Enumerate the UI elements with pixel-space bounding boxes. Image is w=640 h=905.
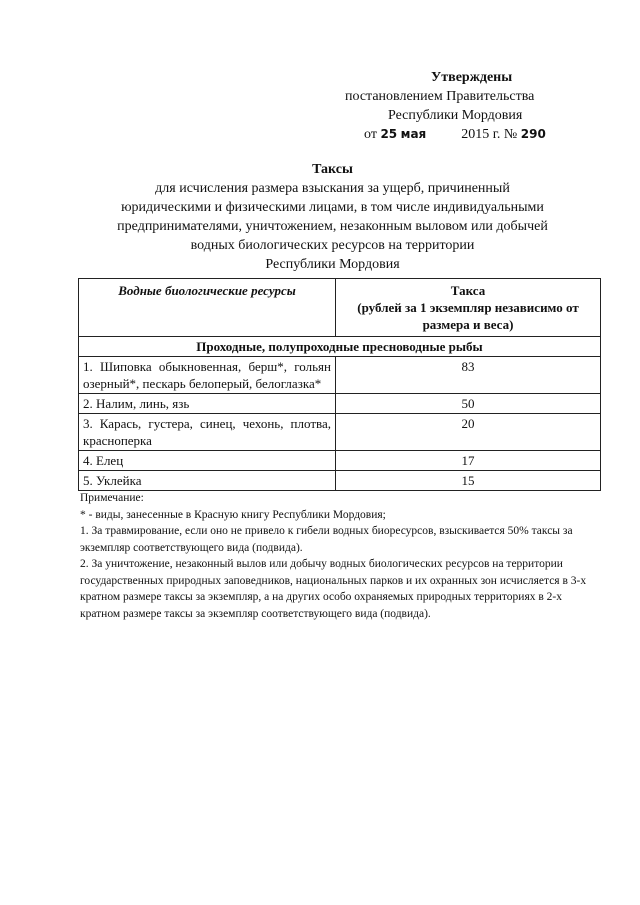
table-row	[79, 394, 601, 414]
note-item: 2. За уничтожение, незаконный вылов или добычу водных биологических ресурсов на территории государственных природных заповедников, национальных парков и их охранных зон исчисляется в 3-х кратном размере таксы за экземпляр, а на других особо охраняемых природных территориях в 2-х кратном размере таксы за экземпляр соответствующего вида (подвида).	[80, 558, 587, 620]
date-year: 2015 г. №	[461, 127, 518, 142]
notes-block	[80, 490, 602, 622]
resource-name: 3. Карась, густера, синец, чехонь, плотва, красноперка	[79, 414, 336, 451]
col-header-tax-title: Такса	[450, 283, 486, 298]
note-item: 1. За травмирование, если оно не привело к гибели водных биоресурсов, взыскивается 50% таксы за экземпляр соответствующего вида (подвида).	[80, 525, 573, 554]
approval-line-decree: постановлением Правительства	[345, 89, 535, 104]
date-day: 25	[380, 127, 398, 141]
title-line: юридическими и физическими лицами, в том числе индивидуальными	[121, 200, 544, 215]
decree-number: 290	[520, 127, 546, 141]
col-header-resources: Водные биологические ресурсы	[79, 279, 336, 337]
title-line: Республики Мордовия	[265, 257, 400, 272]
title-line: предпринимателями, уничтожением, незаконным выловом или добычей	[117, 219, 548, 234]
document-title	[90, 160, 575, 274]
approval-line-republic: Республики Мордовия	[388, 108, 523, 123]
table-header-row	[79, 279, 601, 337]
table-row	[79, 357, 601, 394]
col-header-tax-note: (рублей за 1 экземпляр независимо от	[357, 300, 579, 315]
notes-heading: Примечание:	[80, 492, 144, 504]
table-section-row	[79, 337, 601, 357]
title-heading: Таксы	[312, 162, 353, 177]
tax-value: 15	[336, 471, 601, 491]
table-row	[79, 414, 601, 451]
note-item: * - виды, занесенные в Красную книгу Республики Мордовия;	[80, 508, 386, 521]
resource-name: 4. Елец	[79, 451, 336, 471]
resource-name: 5. Уклейка	[79, 471, 336, 491]
tax-value: 20	[336, 414, 601, 451]
col-header-tax	[336, 279, 601, 337]
table-row	[79, 471, 601, 491]
col-header-tax-note: размера и веса)	[422, 317, 514, 332]
section-title: Проходные, полупроходные пресноводные рыбы	[79, 337, 601, 357]
taxes-table	[78, 278, 601, 491]
tax-value: 17	[336, 451, 601, 471]
table-row	[79, 451, 601, 471]
title-line: для исчисления размера взыскания за ущерб, причиненный	[155, 181, 510, 196]
resource-name: 2. Налим, линь, язь	[79, 394, 336, 414]
approval-block	[345, 68, 595, 144]
tax-value: 83	[336, 357, 601, 394]
approval-heading: Утверждены	[431, 70, 513, 85]
title-line: водных биологических ресурсов на территории	[190, 238, 475, 253]
date-prefix: от	[364, 127, 377, 142]
resource-name: 1. Шиповка обыкновенная, берш*, гольян озерный*, пескарь белоперый, белоглазка*	[79, 357, 336, 394]
date-month: мая	[400, 127, 427, 141]
approval-date-line	[345, 125, 595, 144]
tax-value: 50	[336, 394, 601, 414]
